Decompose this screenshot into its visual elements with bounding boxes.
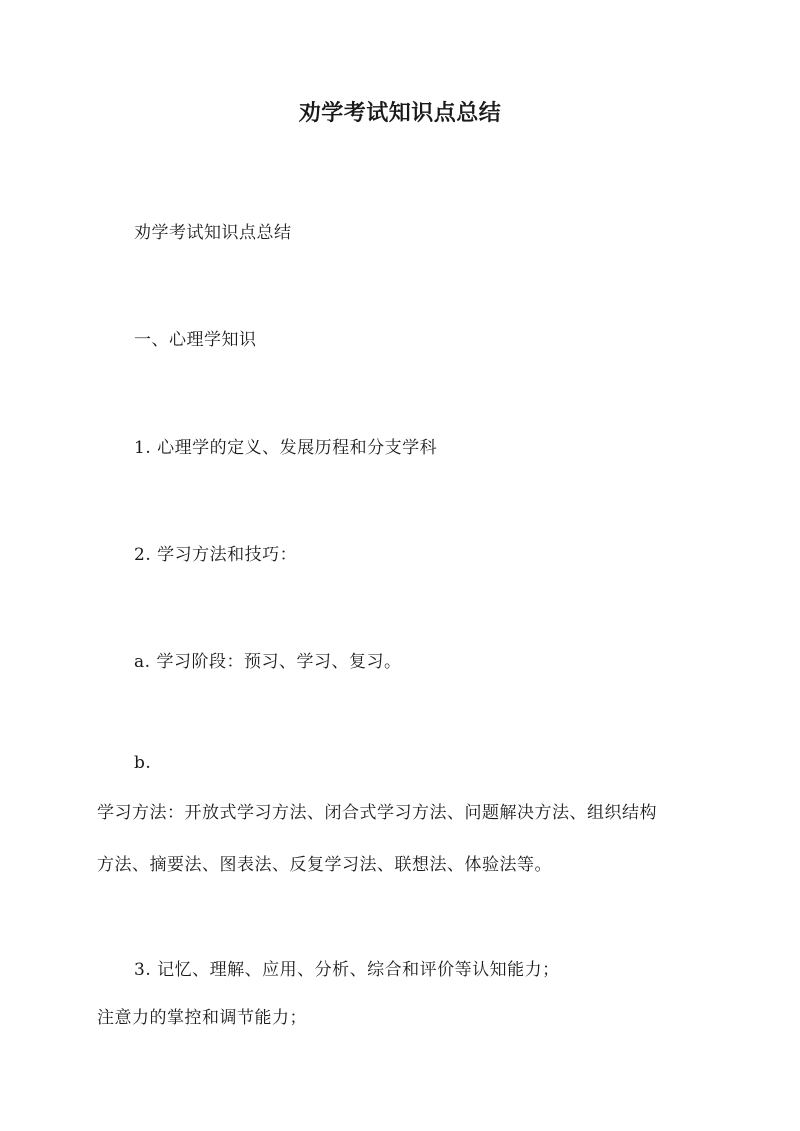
- subtitle-line: 劝学考试知识点总结: [134, 223, 292, 243]
- document-title: 劝学考试知识点总结: [298, 100, 502, 126]
- paragraph-line: 方法、摘要法、图表法、反复学习法、联想法、体验法等。: [97, 855, 552, 875]
- paragraph-line: 学习方法：开放式学习方法、闭合式学习方法、问题解决方法、组织结构: [97, 803, 657, 823]
- list-item-2: 2. 学习方法和技巧：: [134, 545, 298, 565]
- paragraph-line: 注意力的掌控和调节能力；: [97, 1008, 307, 1028]
- section-heading-psychology: 一、心理学知识: [134, 330, 257, 350]
- list-item-2a: a. 学习阶段：预习、学习、复习。: [134, 652, 402, 672]
- list-item-1: 1. 心理学的定义、发展历程和分支学科: [134, 438, 438, 458]
- list-item-2b-marker: b.: [134, 753, 152, 773]
- list-item-3: 3. 记忆、理解、应用、分析、综合和评价等认知能力；: [134, 960, 560, 980]
